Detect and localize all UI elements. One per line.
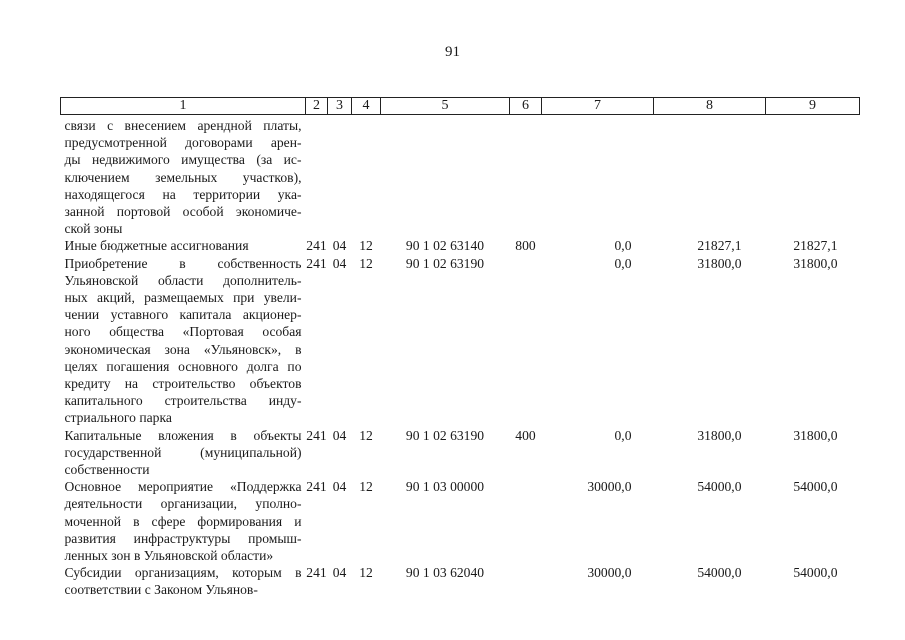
cell-expense-type (510, 478, 542, 564)
row-name-line: Капитальные вложения в объекты (64, 427, 302, 443)
row-name-line: связи с внесением арендной платы, (64, 118, 302, 133)
cell-section: 04 (332, 479, 347, 495)
cell-target-article: 90 1 02 63190 (405, 427, 485, 443)
cell-section: 04 (332, 565, 347, 581)
row-name-line: ных акций, размещаемых при увели- (64, 290, 302, 306)
row-name-line: моченной в сфере формирования и (64, 513, 302, 529)
row-name-line: находящегося на территории ука- (64, 186, 302, 202)
cell-amount-col8: 31800,0 (697, 255, 742, 271)
cell-ministry: 241 (306, 427, 327, 443)
column-header: 3 (328, 98, 352, 115)
page-number: 91 (445, 44, 460, 60)
column-header: 8 (654, 98, 766, 115)
cell-amount-col9: 31800,0 (793, 255, 838, 271)
cell-amount-col7: 30000,0 (587, 479, 632, 495)
table-row (61, 237, 860, 254)
row-name-line: Основное мероприятие «Поддержка (64, 479, 302, 495)
column-header: 4 (352, 98, 381, 115)
cell-ministry: 241 (306, 479, 327, 495)
column-header: 2 (306, 98, 328, 115)
row-name (61, 237, 306, 254)
column-header: 5 (381, 98, 510, 115)
row-name-line: ды недвижимого имущества (за ис- (64, 152, 302, 168)
cell-amount-col9: 21827,1 (793, 238, 838, 254)
row-name-line: кредиту на строительство объектов (64, 376, 302, 392)
cell-section: 04 (332, 255, 347, 271)
cell-expense-type: 800 (515, 238, 536, 254)
row-name-line: экономическая зона «Ульяновск», в (64, 341, 302, 357)
cell-target-article: 90 1 03 62040 (405, 565, 485, 581)
column-header: 7 (542, 98, 654, 115)
cell-section: 04 (332, 427, 347, 443)
row-name (61, 255, 306, 427)
cell-section: 04 (332, 238, 347, 254)
row-name-line: капитального строительства инду- (64, 393, 302, 409)
cell-target-article (381, 117, 510, 237)
cell-expense-type (510, 564, 542, 598)
row-name-line: Иные бюджетные ассигнования (64, 238, 249, 254)
row-name-line: стриального парка (64, 410, 172, 426)
row-name-line: целях погашения основного долга по (64, 358, 302, 374)
row-name-line: деятельности организации, уполно- (64, 496, 302, 512)
row-name (61, 427, 306, 479)
table-row (61, 564, 860, 598)
row-name-line: ской зоны (64, 221, 123, 237)
row-name-line: Приобретение в собственность (64, 255, 302, 271)
cell-ministry: 241 (306, 565, 327, 581)
cell-amount-col7: 0,0 (614, 427, 632, 443)
table-row (61, 255, 860, 427)
table-row (61, 478, 860, 564)
cell-subsection (352, 117, 381, 237)
cell-ministry: 241 (306, 255, 327, 271)
cell-amount-col9 (766, 117, 860, 237)
budget-table (60, 97, 860, 599)
cell-subsection: 12 (359, 565, 373, 581)
column-header: 1 (61, 98, 306, 115)
cell-amount-col8: 31800,0 (697, 427, 742, 443)
row-name-line: развития инфраструктуры промыш- (64, 530, 302, 546)
cell-amount-col8: 54000,0 (697, 565, 742, 581)
cell-expense-type: 400 (515, 427, 536, 443)
cell-amount-col9: 54000,0 (793, 479, 838, 495)
column-header: 9 (766, 98, 860, 115)
row-name-line: ключением земельных участков), (64, 169, 302, 185)
cell-ministry: 241 (306, 238, 327, 254)
table-row (61, 117, 860, 237)
row-name-line: чении уставного капитала акционер- (64, 307, 302, 323)
cell-amount-col7: 0,0 (614, 255, 632, 271)
cell-amount-col9: 54000,0 (793, 565, 838, 581)
cell-target-article: 90 1 03 00000 (405, 479, 485, 495)
row-name-line: ленных зон в Ульяновской области» (64, 548, 274, 564)
row-name-line: предусмотренной договорами арен- (64, 135, 302, 151)
cell-amount-col7: 0,0 (614, 238, 632, 254)
column-header: 6 (510, 98, 542, 115)
cell-amount-col8: 54000,0 (697, 479, 742, 495)
row-name (61, 564, 306, 598)
cell-section (328, 117, 352, 237)
cell-amount-col7 (542, 117, 654, 237)
cell-subsection: 12 (359, 427, 373, 443)
cell-amount-col8 (654, 117, 766, 237)
row-name-line: соответствии с Законом Ульянов- (64, 582, 258, 598)
cell-amount-col9: 31800,0 (793, 427, 838, 443)
row-name-line: занной портовой особой экономиче- (64, 204, 302, 220)
row-name-line: государственной (муниципальной) (64, 444, 302, 460)
column-number-header-row (61, 98, 860, 115)
cell-subsection: 12 (359, 255, 373, 271)
cell-target-article: 90 1 02 63190 (405, 255, 485, 271)
table-row (61, 427, 860, 479)
cell-expense-type (510, 255, 542, 427)
row-name (61, 117, 306, 237)
row-name-line: ного общества «Портовая особая (64, 324, 302, 340)
cell-ministry (306, 117, 328, 237)
row-name (61, 478, 306, 564)
cell-target-article: 90 1 02 63140 (405, 238, 485, 254)
cell-expense-type (510, 117, 542, 237)
row-name-line: Субсидии организациям, которым в (64, 565, 302, 581)
cell-amount-col8: 21827,1 (697, 238, 742, 254)
cell-subsection: 12 (359, 479, 373, 495)
row-name-line: Ульяновской области дополнитель- (64, 272, 302, 288)
cell-subsection: 12 (359, 238, 373, 254)
row-name-line: собственности (64, 462, 150, 478)
cell-amount-col7: 30000,0 (587, 565, 632, 581)
